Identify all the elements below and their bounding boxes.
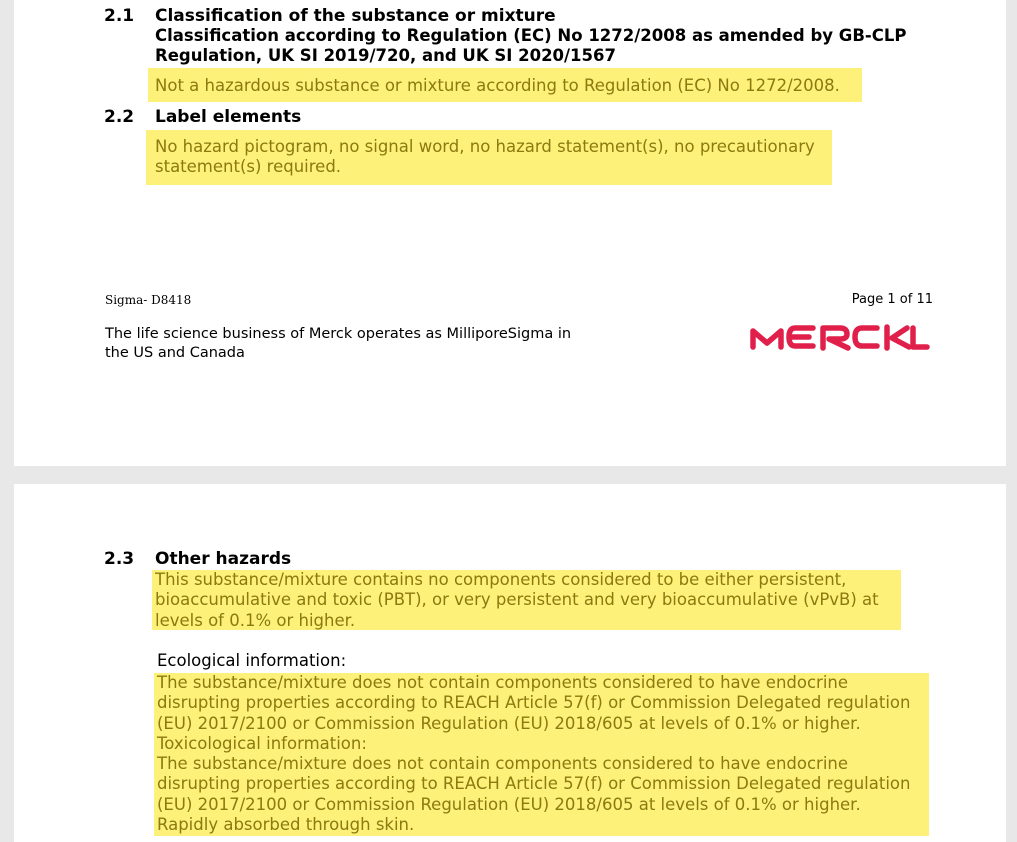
product-id: Sigma- D8418	[105, 293, 192, 307]
section-2-1-title: Classification of the substance or mixture	[155, 6, 556, 26]
section-2-1-subtitle-line-2: Regulation, UK SI 2019/720, and UK SI 2020/1567	[155, 46, 616, 65]
section-2-1-classification-highlight	[148, 68, 862, 102]
toxicological-information-label: Toxicological information:	[157, 733, 367, 753]
merck-logo	[749, 323, 933, 351]
eco-line-2: disrupting properties according to REACH Article 57(f) or Commission Delegated regulation	[157, 693, 911, 713]
section-2-2-title: Label elements	[155, 107, 302, 127]
eco-line-1: The substance/mixture does not contain components considered to have endocrine	[157, 673, 849, 692]
footer-note-line-2: the US and Canada	[105, 345, 245, 361]
section-2-3-number: 2.3	[104, 549, 135, 569]
page-number: Page 1 of 11	[851, 292, 933, 307]
tox-line-2: disrupting properties according to REACH Article 57(f) or Commission Delegated regulation	[157, 774, 911, 794]
pbt-line-1: This substance/mixture contains no components considered to be either persistent,	[155, 570, 847, 589]
tox-line-4: Rapidly absorbed through skin.	[157, 815, 415, 835]
section-2-1-subtitle-line-1: Classification according to Regulation (EC) No 1272/2008 as amended by GB-CLP	[155, 26, 907, 45]
document-page-2	[14, 484, 1006, 842]
merck-logo-icon	[749, 323, 933, 351]
pbt-line-2: bioaccumulative and toxic (PBT), or very persistent and very bioaccumulative (vPvB) at	[155, 590, 879, 610]
section-2-2-number: 2.2	[104, 107, 135, 127]
tox-line-1: The substance/mixture does not contain components considered to have endocrine	[157, 754, 849, 774]
tox-line-3: (EU) 2017/2100 or Commission Regulation (EU) 2018/605 at levels of 0.1% or higher.	[157, 794, 861, 814]
section-2-3-endocrine-highlight	[154, 673, 929, 836]
section-2-2-label-highlight	[146, 130, 832, 185]
section-2-3-pbt-highlight	[152, 570, 901, 630]
ecological-information-label: Ecological information:	[157, 651, 347, 670]
eco-line-3: (EU) 2017/2100 or Commission Regulation (EU) 2018/605 at levels of 0.1% or higher.	[157, 713, 861, 733]
section-2-1-number: 2.1	[104, 6, 135, 26]
document-page-1	[14, 0, 1006, 466]
footer-note-line-1: The life science business of Merck operates as MilliporeSigma in	[105, 326, 572, 342]
section-2-2-label-line-1: No hazard pictogram, no signal word, no hazard statement(s), no precautionary	[155, 137, 815, 156]
section-2-2-label-line-2: statement(s) required.	[155, 157, 342, 177]
section-2-3-title: Other hazards	[155, 549, 292, 569]
pbt-line-3: levels of 0.1% or higher.	[155, 610, 356, 630]
section-2-1-classification-text: Not a hazardous substance or mixture according to Regulation (EC) No 1272/2008.	[155, 76, 840, 95]
